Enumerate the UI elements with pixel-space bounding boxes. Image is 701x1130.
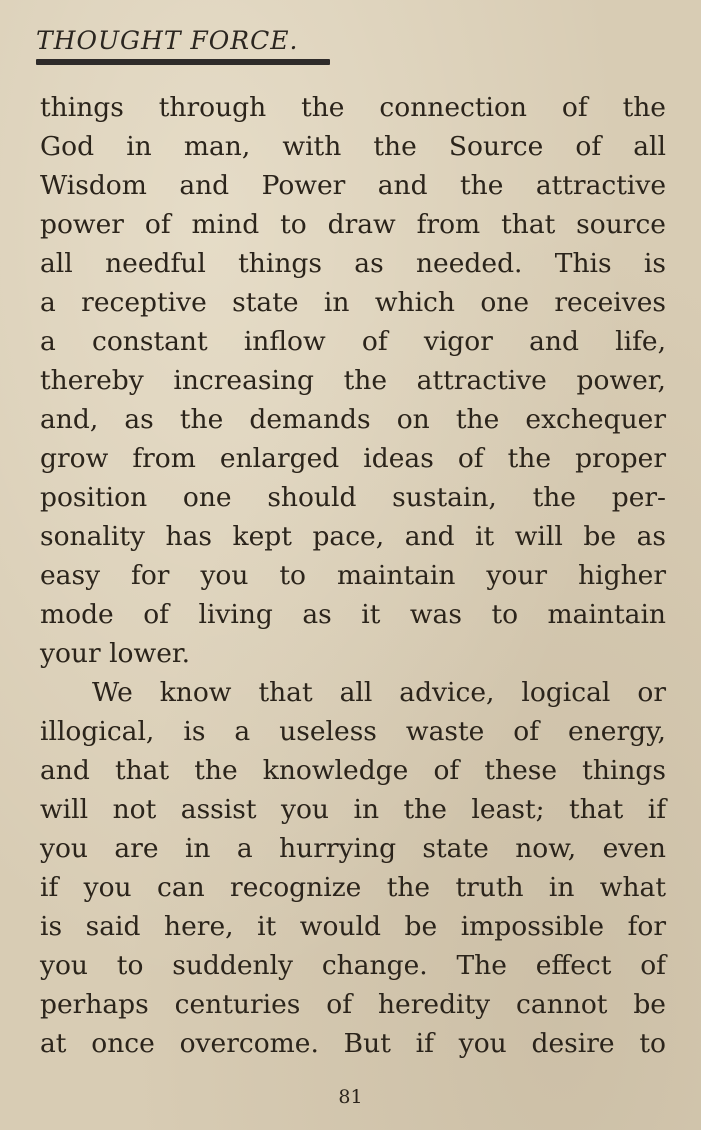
text-line: sonality has kept pace, and it will be as: [40, 521, 666, 552]
body-text: [40, 88, 666, 1063]
text-line: God in man, with the Source of all: [40, 131, 666, 162]
text-line: We know that all advice, logical or: [92, 677, 666, 708]
text-line: power of mind to draw from that source: [40, 209, 666, 240]
text-line: mode of living as it was to maintain: [40, 599, 666, 630]
text-line: Wisdom and Power and the attractive: [40, 170, 666, 201]
text-line: a receptive state in which one receives: [40, 287, 666, 318]
text-line: you are in a hurrying state now, even: [40, 833, 666, 864]
text-line: position one should sustain, the per-: [40, 482, 666, 513]
text-line: easy for you to maintain your higher: [40, 560, 666, 591]
text-line: if you can recognize the truth in what: [40, 872, 666, 903]
running-title: THOUGHT FORCE.: [36, 26, 299, 55]
text-line: at once overcome. But if you desire to: [40, 1028, 666, 1059]
text-line: perhaps centuries of heredity cannot be: [40, 989, 666, 1020]
text-line: is said here, it would be impossible for: [40, 911, 666, 942]
text-line: thereby increasing the attractive power,: [40, 365, 666, 396]
text-line: a constant inflow of vigor and life,: [40, 326, 666, 357]
header-rule: [36, 59, 330, 65]
text-line: you to suddenly change. The effect of: [40, 950, 666, 981]
text-line: all needful things as needed. This is: [40, 248, 666, 279]
text-line: will not assist you in the least; that if: [40, 794, 666, 825]
text-line: and, as the demands on the exchequer: [40, 404, 666, 435]
text-line: illogical, is a useless waste of energy,: [40, 716, 666, 747]
text-line: grow from enlarged ideas of the proper: [40, 443, 666, 474]
page-number: 81: [338, 1086, 363, 1108]
text-line: your lower.: [40, 638, 191, 669]
running-header: [36, 26, 336, 65]
text-line: things through the connection of the: [40, 92, 666, 123]
text-line: and that the knowledge of these things: [40, 755, 666, 786]
